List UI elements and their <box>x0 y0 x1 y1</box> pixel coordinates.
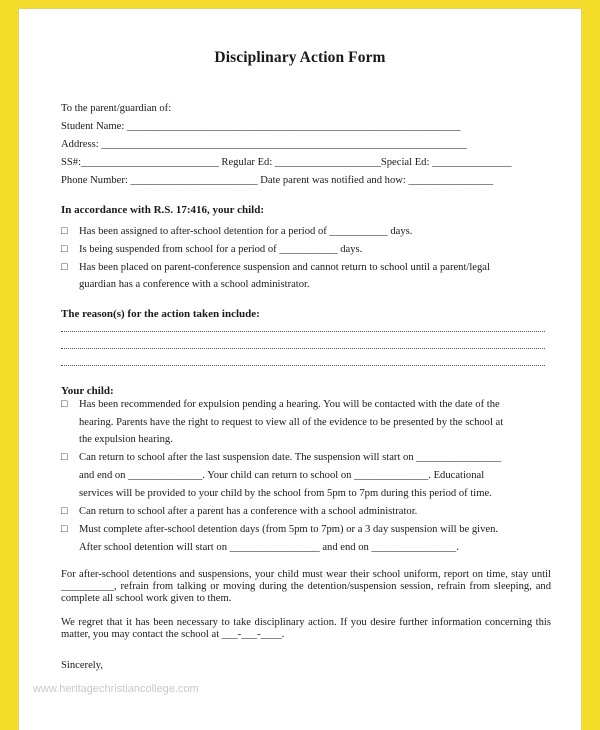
checkbox-icon[interactable]: □ <box>61 524 68 535</box>
reason-line-2[interactable] <box>61 348 545 349</box>
item-text: Can return to school after the last suspension date. The suspension will start on ________________ <box>79 452 502 463</box>
item-text: Has been recommended for expulsion pending a hearing. You will be contacted with the date of the <box>79 399 500 410</box>
checkbox-icon[interactable]: □ <box>61 399 68 410</box>
checkbox-item-suspension[interactable] <box>61 243 551 256</box>
checkbox-item-detention-days[interactable] <box>61 523 551 536</box>
checkbox-icon[interactable]: □ <box>61 506 68 517</box>
item-text-continued: and end on ______________. Your child can return to school on ______________. Educational <box>79 470 485 481</box>
checkbox-item-detention[interactable] <box>61 225 551 238</box>
section-heading-accordance: In accordance with R.S. 17:416, your child: <box>61 204 264 216</box>
item-text-continued: the expulsion hearing. <box>79 434 173 445</box>
section-heading-your-child: Your child: <box>61 385 114 397</box>
form-page <box>18 8 582 730</box>
checkbox-item-return-after-suspension[interactable] <box>61 451 551 464</box>
reason-line-1[interactable] <box>61 331 545 332</box>
checkbox-item-return-after-conference[interactable] <box>61 505 551 518</box>
item-text-continued: hearing. Parents have the right to request to view all of the evidence to be presented by the school at <box>79 417 504 428</box>
item-text-continued: services will be provided to your child by the school from 5pm to 7pm during this period of time. <box>79 488 492 499</box>
watermark-text: www.heritagechristiancollege.com <box>33 683 199 695</box>
to-parent-label: To the parent/guardian of: <box>61 103 172 114</box>
ss-regular-special-fields[interactable]: SS#:__________________________ Regular Ed: ____________________Special Ed: _______________ <box>61 157 512 168</box>
checkbox-icon[interactable]: □ <box>61 262 68 273</box>
address-field[interactable]: Address: _____________________________________________________________________ <box>61 139 467 150</box>
item-text-continued: After school detention will start on _________________ and end on ________________. <box>79 542 459 553</box>
checkbox-item-expulsion[interactable] <box>61 398 551 411</box>
regret-paragraph: We regret that it has been necessary to take disciplinary action. If you desire further information concerning this matter, you may contact the school at ___-___-____. <box>61 617 551 640</box>
closing-text: Sincerely, <box>61 660 103 671</box>
item-text-continued: guardian has a conference with a school administrator. <box>79 279 310 290</box>
item-text: Must complete after-school detention days (from 5pm to 7pm) or a 3 day suspension will be given. <box>79 524 499 535</box>
item-text: Can return to school after a parent has a conference with a school administrator. <box>79 506 418 517</box>
section-heading-reasons: The reason(s) for the action taken include: <box>61 308 260 320</box>
item-text: Has been placed on parent-conference suspension and cannot return to school until a parent/legal <box>79 262 490 273</box>
checkbox-item-parent-conference[interactable] <box>61 261 551 274</box>
uniform-paragraph: For after-school detentions and suspensions, your child must wear their school uniform, report on time, stay until __________, refrain from talking or moving during the detention/suspension session, refrain from sleeping, and complete all school work given to them. <box>61 569 551 604</box>
student-name-field[interactable]: Student Name: _______________________________________________________________ <box>61 121 461 132</box>
checkbox-icon[interactable]: □ <box>61 244 68 255</box>
item-text: Has been assigned to after-school detention for a period of ___________ days. <box>79 226 413 237</box>
item-text: Is being suspended from school for a period of ___________ days. <box>79 244 363 255</box>
reason-line-3[interactable] <box>61 365 545 366</box>
page-title: Disciplinary Action Form <box>214 49 386 66</box>
checkbox-icon[interactable]: □ <box>61 452 68 463</box>
checkbox-icon[interactable]: □ <box>61 226 68 237</box>
phone-notified-fields[interactable]: Phone Number: ________________________ Date parent was notified and how: ________________ <box>61 175 494 186</box>
